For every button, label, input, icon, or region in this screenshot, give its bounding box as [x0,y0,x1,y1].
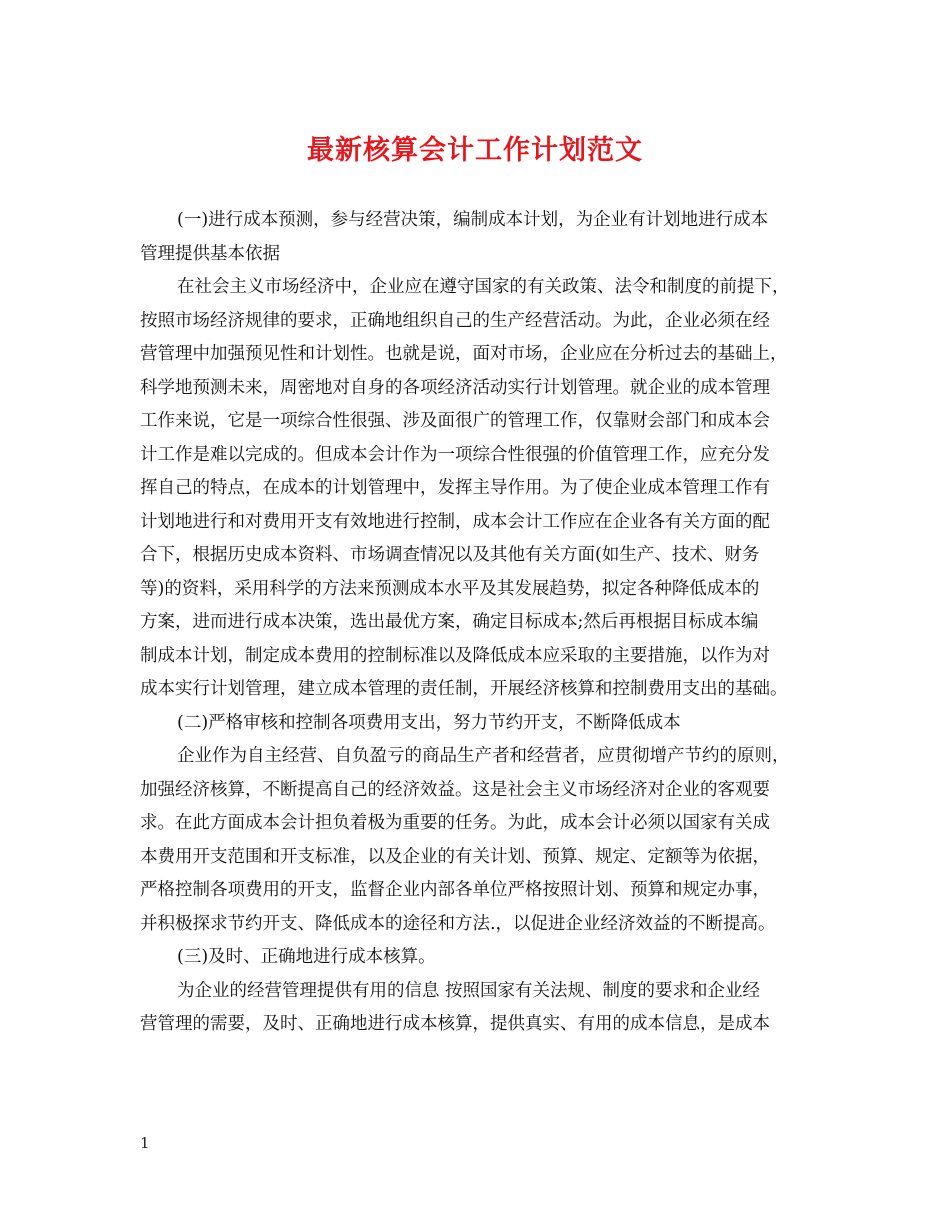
text-line: 计划地进行和对费用开支有效地进行控制，成本会计工作应在企业各有关方面的配 [140,511,770,532]
text-line: 求。在此方面成本会计担负着极为重要的任务。为此，成本会计必须以国家有关成 [140,813,770,833]
text-line: 工作来说，它是一项综合性很强、涉及面很广的管理工作，仅靠财会部门和成本会 [140,411,770,431]
document-title: 最新核算会计工作计划范文 [307,135,643,166]
text-line: 按照市场经济规律的要求，正确地组织自己的生产经营活动。为此，企业必须在经 [140,310,770,331]
text-line: 并积极探求节约开支、降低成本的途径和方法.，以促进企业经济效益的不断提高。 [140,913,776,934]
paragraph-start: 在社会主义市场经济中，企业应在遵守国家的有关政策、法令和制度的前提下， [177,277,790,297]
text-line: 管理提供基本依据 [140,243,280,264]
page-number: 1 [140,1134,150,1152]
text-line: 科学地预测未来，周密地对自身的各项经济活动实行计划管理。就企业的成本管理 [140,377,770,398]
text-line: 成本实行计划管理，建立成本管理的责任制，开展经济核算和控制费用支出的基础。 [140,679,788,699]
document-body [140,204,820,1042]
section-heading-2: (二)严格审核和控制各项费用支出，努力节约开支，不断降低成本 [177,712,681,733]
text-line: 合下，根据历史成本资料、市场调查情况以及其他有关方面(如生产、技术、财务 [140,545,760,565]
text-line: 等)的资料，采用科学的方法来预测成本水平及其发展趋势，拟定各种降低成本的 [140,578,760,599]
section-heading-3: (三)及时、正确地进行成本核算。 [177,947,436,967]
text-line: 本费用开支范围和开支标准，以及企业的有关计划、预算、规定、定额等为依据， [140,846,770,867]
text-line: 挥自己的特点，在成本的计划管理中，发挥主导作用。为了使企业成本管理工作有 [140,478,770,498]
text-line: 严格控制各项费用的开支，监督企业内部各单位严格按照计划、预算和规定办事， [140,880,770,900]
text-line: 计工作是难以完成的。但成本会计作为一项综合性很强的价值管理工作，应充分发 [140,444,770,465]
text-line: 营管理中加强预见性和计划性。也就是说，面对市场，企业应在分析过去的基础上， [140,344,788,364]
text-line: 营管理的需要，及时、正确地进行成本核算，提供真实、有用的成本信息，是成本 [140,1014,770,1034]
paragraph-start: 企业作为自主经营、自负盈亏的商品生产者和经营者，应贯彻增产节约的原则， [177,746,790,766]
section-heading-1: (一)进行成本预测，参与经营决策，编制成本计划，为企业有计划地进行成本 [177,210,769,230]
text-line: 加强经济核算，不断提高自己的经济效益。这是社会主义市场经济对企业的客观要 [140,779,770,800]
text-line: 方案，进而进行成本决策，选出最优方案，确定目标成本;然后再根据目标成本编 [140,612,759,632]
paragraph-start: 为企业的经营管理提供有用的信息 按照国家有关法规、制度的要求和企业经 [177,980,761,1001]
text-line: 制成本计划，制定成本费用的控制标准以及降低成本应采取的主要措施，以作为对 [140,645,770,666]
